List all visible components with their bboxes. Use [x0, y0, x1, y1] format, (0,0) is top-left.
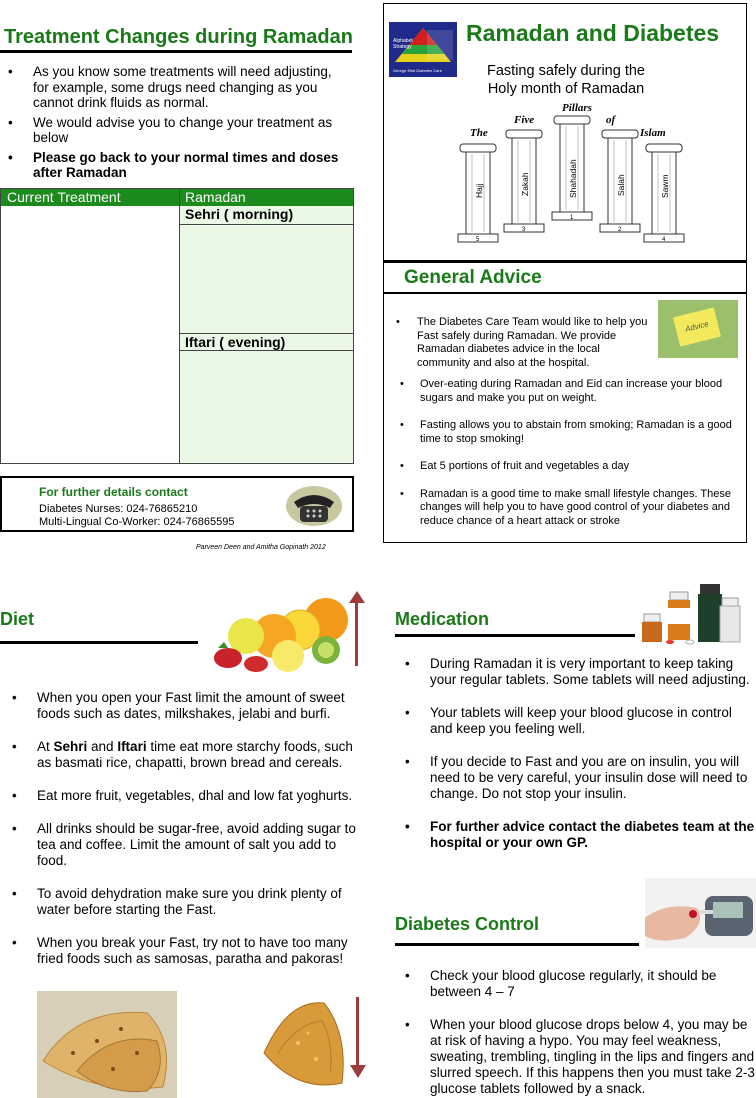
diet-bullet: • Eat more fruit, vegetables, dhal and low fat yoghurts.	[4, 788, 368, 804]
diet-bullet: • To avoid dehydration make sure you drink plenty of water before starting the Fast.	[4, 886, 368, 918]
cover-divider	[384, 260, 746, 263]
author-credit: Parveen Deen and Amitha Gopinath 2012	[196, 544, 326, 551]
contact-coworker: Multi-Lingual Co-Worker: 024-76865595	[39, 516, 235, 528]
diet-bullet: • When you break your Fast, try not to have too many fried foods such as samosas, paratha and pakoras!	[4, 935, 368, 967]
treatment-table	[0, 188, 354, 464]
cover-subtitle-2: Holy month of Ramadan	[487, 81, 645, 97]
iftari-label: Iftari ( evening)	[180, 334, 353, 351]
diabetes-control-bullets	[397, 968, 756, 1097]
cover-subtitle	[384, 62, 748, 98]
fruit-image	[204, 590, 352, 674]
pill-bottles-image	[640, 578, 744, 646]
pillars-word-pillars: Pillars	[562, 102, 592, 114]
diabetes-control-bullet: • When your blood glucose drops below 4, you may be at risk of having a hypo. You may feel weakness, sweating, trembling, tingling in the lips and fingers and slurred speech. If this happens then you must take 2-3 glucose tablets followed by a snack.	[397, 1017, 756, 1097]
table-header	[1, 189, 353, 206]
diet-bullet: • When you open your Fast limit the amount of sweet foods such as dates, milkshakes, jelabi and burfi.	[4, 690, 368, 722]
down-arrow-head	[350, 1065, 366, 1078]
pillar-number: 3	[522, 227, 526, 233]
cover-subtitle-1: Fasting safely during the	[487, 63, 645, 79]
general-advice-title: General Advice	[404, 267, 542, 288]
medication-bullet: • If you decide to Fast and you are on insulin, you will need to be very careful, your insulin dose will need to change. Do not stop your insulin.	[397, 754, 756, 802]
treatment-bullet: • As you know some treatments will need adjusting, for example, some drugs need changing as you cannot drink fluids as normal.	[0, 64, 350, 111]
diet-b2-and: and	[87, 739, 118, 754]
diabetes-control-bullet: • Check your blood glucose regularly, it should be between 4 – 7	[397, 968, 756, 1000]
general-bullets	[392, 378, 744, 528]
pillar-number: 1	[570, 215, 574, 221]
cover-title: Ramadan and Diabetes	[466, 20, 720, 46]
up-arrow-head	[349, 591, 365, 603]
medication-bullet: • Your tablets will keep your blood glucose in control and keep you feeling well.	[397, 705, 756, 737]
contact-nurses: Diabetes Nurses: 024-76865210	[39, 503, 198, 515]
pillar-sawm: Sawm	[660, 174, 670, 198]
pillars-word-the: The	[470, 127, 488, 139]
pillar-salah: Salah	[616, 174, 626, 196]
general-advice-rule	[384, 292, 746, 294]
diet-bullets	[4, 690, 368, 967]
samosa-image	[258, 993, 354, 1095]
treatment-title-rule	[0, 50, 352, 53]
contact-box	[0, 476, 354, 532]
treatment-title: Treatment Changes during Ramadan	[4, 26, 353, 48]
cover-panel	[383, 3, 747, 543]
treatment-bullet: • Please go back to your normal times and doses after Ramadan	[0, 150, 350, 181]
diet-bullet	[4, 739, 368, 771]
five-pillars-illustration	[446, 100, 706, 252]
medication-title: Medication	[395, 609, 490, 629]
general-bullet-first	[388, 316, 650, 370]
sehri-label: Sehri ( morning)	[180, 206, 353, 225]
general-bullet: • Fasting allows you to abstain from smoking; Ramadan is a good time to stop smoking!	[392, 419, 744, 446]
medication-title-rule	[395, 634, 635, 637]
general-bullet: • Eat 5 portions of fruit and vegetables a day	[392, 460, 744, 474]
pillar-zakah: Zakah	[520, 172, 530, 196]
medication-bullet: • For further advice contact the diabetes team at the hospital or your own GP.	[397, 819, 756, 851]
iftari-cell[interactable]	[180, 351, 353, 463]
contact-heading: For further details contact	[39, 485, 188, 499]
diabetes-control-title: Diabetes Control	[395, 914, 540, 934]
down-arrow	[356, 997, 359, 1065]
telephone-icon	[284, 480, 344, 528]
general-bullet: • Over-eating during Ramadan and Eid can increase your blood sugars and make you put on weight.	[392, 378, 744, 405]
logo-text-2: Strategy	[393, 44, 412, 50]
medication-bullet: • During Ramadan it is very important to keep taking your regular tablets. Some tablets will need adjusting.	[397, 656, 756, 688]
pillar-number: 4	[662, 237, 666, 243]
pillar-number: 2	[618, 227, 622, 233]
diet-b2-post: time eat more starchy foods, such as basmati rice, chapatti, brown bread and cereals.	[37, 739, 353, 770]
pillar-shahadah: Shahadah	[568, 159, 578, 198]
pillars-word-five: Five	[514, 114, 535, 126]
diabetes-control-rule	[395, 943, 639, 946]
general-bullet: • Ramadan is a good time to make small lifestyle changes. These changes will help you to have good control of your diabetes and reduce chance of a heart attack or stroke	[392, 488, 744, 529]
paratha-image	[37, 991, 177, 1098]
diet-b2-iftari: Iftari	[117, 739, 147, 754]
diet-title-rule	[0, 641, 198, 644]
diet-title: Diet	[0, 609, 35, 629]
advice-note-image	[658, 300, 738, 358]
pillars-word-islam: Islam	[640, 127, 666, 139]
col-current-treatment: Current Treatment	[7, 189, 121, 205]
advice-note-label: Advice	[673, 307, 721, 346]
sehri-cell[interactable]	[180, 225, 353, 334]
logo-caption: George Eliot Diabetes Care	[393, 68, 442, 73]
treatment-bullets	[0, 64, 350, 181]
up-arrow	[355, 600, 358, 666]
pillar-number: 5	[476, 237, 480, 243]
diet-b2-sehri: Sehri	[53, 739, 88, 754]
treatment-bullet: • We would advise you to change your treatment as below	[0, 115, 350, 146]
logo-text-1: Alphabet	[393, 38, 413, 44]
medication-bullets	[397, 656, 756, 851]
pillar-hajj: Hajj	[474, 183, 484, 198]
diet-b2-pre: At	[37, 739, 54, 754]
col-ramadan: Ramadan	[185, 189, 246, 205]
pillars-word-of: of	[606, 114, 616, 126]
general-bullet: • The Diabetes Care Team would like to help you Fast safely during Ramadan. We provide Ramadan diabetes advice in the local community and also at the hospital.	[388, 316, 650, 370]
glucose-meter-image	[645, 878, 756, 948]
diet-bullet: • All drinks should be sugar-free, avoid adding sugar to tea and coffee. Limit the amount of salt you add to food.	[4, 821, 368, 869]
